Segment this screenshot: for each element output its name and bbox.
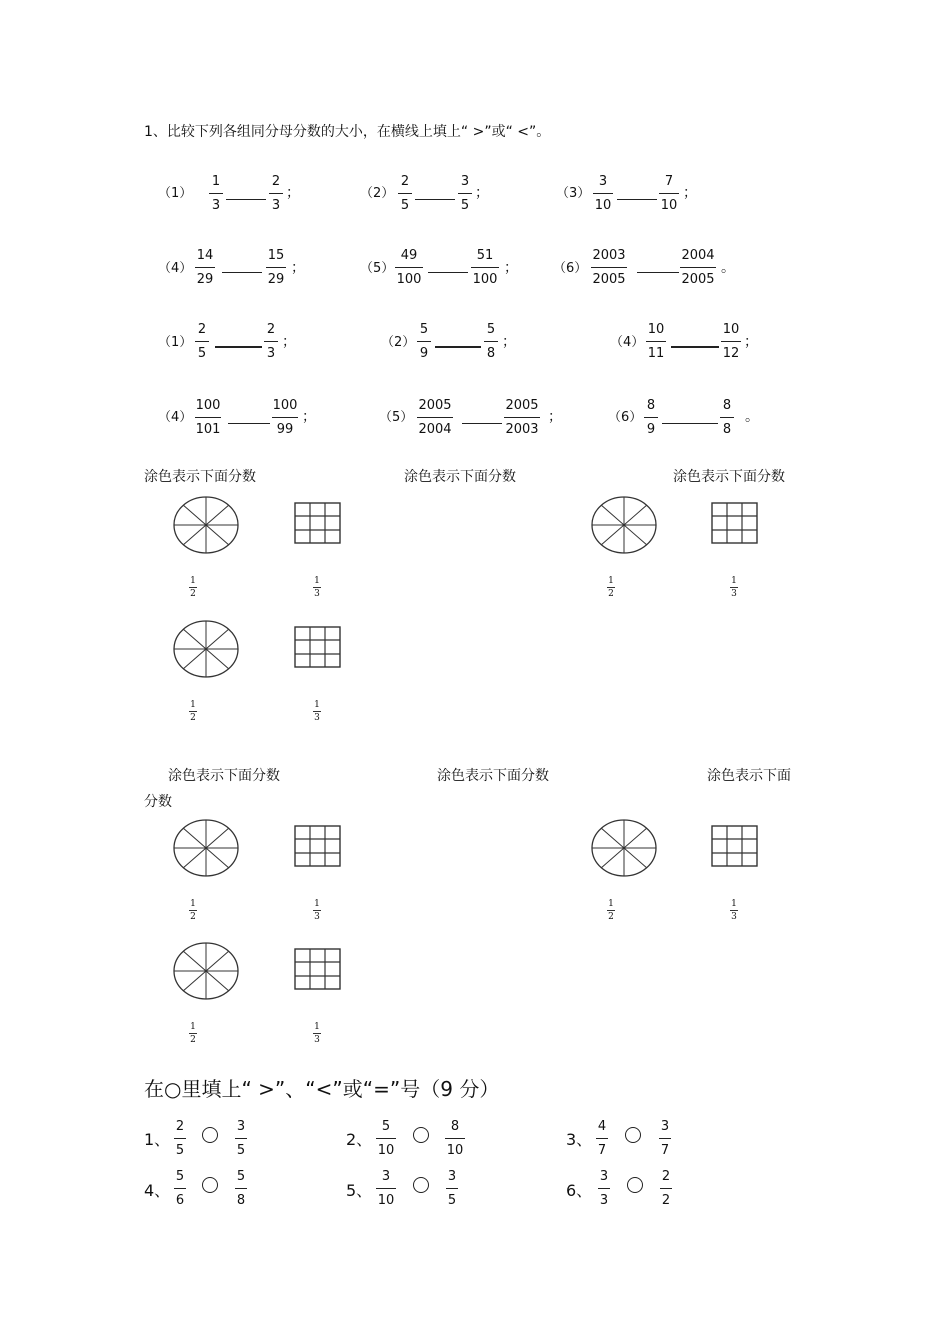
circle-eighths-shape[interactable] [171,618,241,680]
answer-blank[interactable] [415,199,455,200]
item-label: 4、 [144,1181,171,1200]
answer-blank[interactable] [671,346,719,348]
numerator: 1 [608,899,614,909]
numerator: 1 [190,576,196,586]
grid-ninths-shape[interactable] [711,502,759,546]
item-label: 3、 [566,1130,593,1149]
answer-circle[interactable] [202,1127,218,1143]
circle-eighths-shape[interactable] [171,494,241,556]
punctuation: 。 [721,260,735,276]
item-label: （5） [360,261,395,276]
punctuation: ； [548,409,562,425]
denominator: 3 [731,912,737,922]
item-label: （2） [381,335,416,350]
answer-circle[interactable] [202,1177,218,1193]
item-label: （1） [158,186,193,201]
section3-title: 在○里填上“ >”、“<”或“=”号（9 分） [144,1077,500,1101]
punctuation: ； [286,185,300,201]
numerator: 1 [731,899,737,909]
item-label: （4） [610,335,645,350]
answer-blank[interactable] [662,423,718,424]
answer-circle[interactable] [625,1127,641,1143]
shading-instruction: 涂色表示下面分数 [168,768,280,784]
numerator: 1 [608,576,614,586]
numerator: 1 [314,576,320,586]
punctuation: ； [744,334,758,350]
answer-blank[interactable] [428,272,468,273]
answer-blank[interactable] [462,423,502,424]
answer-blank[interactable] [617,199,657,200]
punctuation: ； [475,185,489,201]
denominator: 2 [608,912,614,922]
answer-blank[interactable] [435,346,481,348]
punctuation: ； [282,334,296,350]
item-label: 2、 [346,1130,373,1149]
grid-ninths-shape[interactable] [294,626,342,670]
answer-circle[interactable] [413,1177,429,1193]
answer-blank[interactable] [226,199,266,200]
item-label: 1、 [144,1130,171,1149]
item-label: （2） [360,186,395,201]
numerator: 1 [314,899,320,909]
denominator: 3 [314,912,320,922]
circle-eighths-shape[interactable] [171,817,241,879]
item-label: 6、 [566,1181,593,1200]
shading-instruction: 涂色表示下面分数 [404,469,516,485]
punctuation: ； [291,260,305,276]
grid-ninths-shape[interactable] [294,502,342,546]
item-label: （1） [158,335,193,350]
circle-eighths-shape[interactable] [589,494,659,556]
denominator: 2 [190,713,196,723]
answer-blank[interactable] [222,272,262,273]
numerator: 1 [314,1022,320,1032]
item-label: （6） [608,410,643,425]
denominator: 3 [314,1035,320,1045]
item-label: （4） [158,261,193,276]
shading-instruction: 涂色表示下面分数 [144,469,256,485]
grid-ninths-shape[interactable] [711,825,759,869]
numerator: 1 [731,576,737,586]
item-label: （6） [553,261,588,276]
numerator: 1 [190,700,196,710]
denominator: 2 [608,589,614,599]
numerator: 1 [314,700,320,710]
denominator: 2 [190,589,196,599]
circle-eighths-shape[interactable] [589,817,659,879]
answer-circle[interactable] [413,1127,429,1143]
section1-title: 1、比较下列各组同分母分数的大小，在横线上填上“ >”或“ <”。 [144,124,551,140]
shading-instruction-part-a: 涂色表示下面 [707,768,791,784]
numerator: 1 [190,899,196,909]
answer-blank[interactable] [637,272,679,273]
item-label: （5） [379,410,414,425]
circle-eighths-shape[interactable] [171,940,241,1002]
item-label: （4） [158,410,193,425]
shading-instruction: 涂色表示下面分数 [673,469,785,485]
item-label: （3） [556,186,591,201]
denominator: 3 [314,589,320,599]
grid-ninths-shape[interactable] [294,948,342,992]
answer-circle[interactable] [627,1177,643,1193]
punctuation: ； [683,185,697,201]
answer-blank[interactable] [228,423,270,424]
punctuation: ； [504,260,518,276]
item-label: 5、 [346,1181,373,1200]
denominator: 2 [190,1035,196,1045]
denominator: 2 [190,912,196,922]
grid-ninths-shape[interactable] [294,825,342,869]
punctuation: ； [502,334,516,350]
denominator: 3 [731,589,737,599]
shading-instruction-part-b: 分数 [144,794,172,810]
punctuation: 。 [745,409,759,425]
denominator: 3 [314,713,320,723]
numerator: 1 [190,1022,196,1032]
answer-blank[interactable] [215,346,262,348]
punctuation: ； [302,409,316,425]
shading-instruction: 涂色表示下面分数 [437,768,549,784]
